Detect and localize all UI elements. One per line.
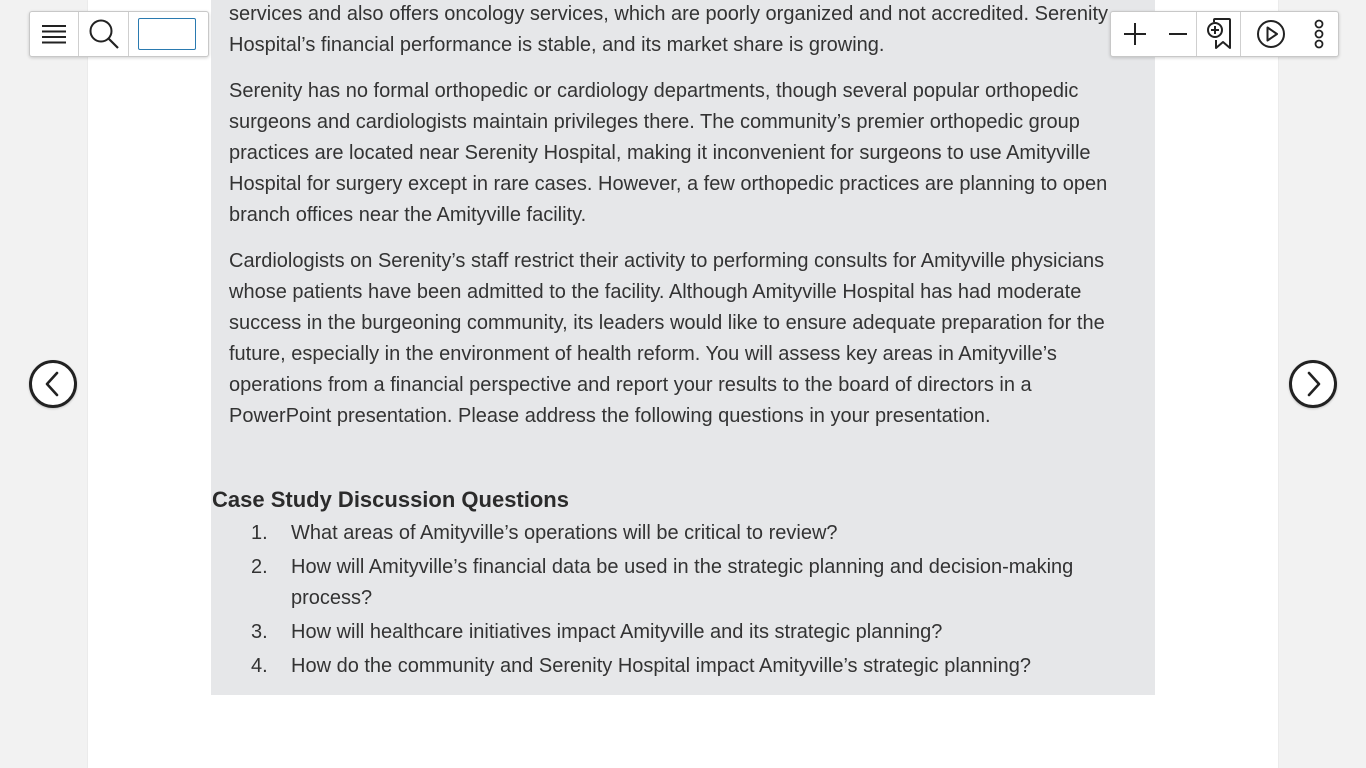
toolbar-right <box>1110 11 1339 57</box>
section-heading: Case Study Discussion Questions <box>212 487 569 512</box>
zoom-out-button[interactable] <box>1159 12 1196 56</box>
add-bookmark-icon <box>1205 18 1233 50</box>
list-item-number: 3. <box>251 621 268 643</box>
list-item <box>251 552 1131 614</box>
vertical-ellipsis-icon <box>1314 19 1324 49</box>
list-item-text: How will Amityville’s financial data be used in the strategic planning and decision-making process? <box>291 556 1074 609</box>
next-page-button[interactable] <box>1289 360 1337 408</box>
search-button[interactable] <box>79 12 128 56</box>
plus-icon <box>1123 22 1147 46</box>
play-button[interactable] <box>1241 12 1301 56</box>
add-bookmark-button[interactable] <box>1197 12 1240 56</box>
list-item-text: What areas of Amityville’s operations will be critical to review? <box>291 522 838 544</box>
list-item-number: 2. <box>251 556 268 578</box>
chevron-right-icon <box>1302 371 1324 397</box>
paragraph: Cardiologists on Serenity’s staff restrict their activity to performing consults for Amityville physicians whose patients have been admitted to the facility. Although Amityville Hospital has had moderate success in the burgeoning community, its leaders would like to ensure adequate preparation for the future, especially in the environment of health reform. You will assess key areas in Amityville’s operations from a financial perspective and report your results to the board of directors in a PowerPoint presentation. Please address the following questions in your presentation. <box>229 250 1105 427</box>
menu-button[interactable] <box>30 12 78 56</box>
list-item-number: 4. <box>251 655 268 677</box>
list-item-number: 1. <box>251 522 268 544</box>
previous-page-button[interactable] <box>29 360 77 408</box>
chevron-left-icon <box>42 371 64 397</box>
list-item <box>251 617 1131 648</box>
minus-icon <box>1168 22 1188 46</box>
questions-list <box>251 518 1131 685</box>
more-options-button[interactable] <box>1301 12 1337 56</box>
list-item-text: How do the community and Serenity Hospital impact Amityville’s strategic planning? <box>291 655 1031 677</box>
list-item-text: How will healthcare initiatives impact Amityville and its strategic planning? <box>291 621 943 643</box>
list-item <box>251 518 1131 549</box>
paragraph: Serenity has no formal orthopedic or cardiology departments, though several popular orthopedic surgeons and cardiologists maintain privileges there. The community’s premier orthopedic group practices are located near Serenity Hospital, making it inconvenient for surgeons to use Amityville Hospital for surgery except in rare cases. However, a few orthopedic practices are planning to open branch offices near the Amityville facility. <box>229 80 1108 226</box>
hamburger-menu-icon <box>41 23 67 45</box>
toolbar-left <box>29 11 209 57</box>
list-item <box>251 651 1131 682</box>
play-circle-icon <box>1256 19 1286 49</box>
search-icon <box>88 18 120 50</box>
paragraph: services and also offers oncology services, which are poorly organized and not accredited. Serenity Hospital’s financial performance is stable, and its market share is growing. <box>229 3 1108 56</box>
toolbar-divider <box>128 12 129 56</box>
zoom-in-button[interactable] <box>1111 12 1159 56</box>
page-number-input[interactable] <box>138 18 196 50</box>
